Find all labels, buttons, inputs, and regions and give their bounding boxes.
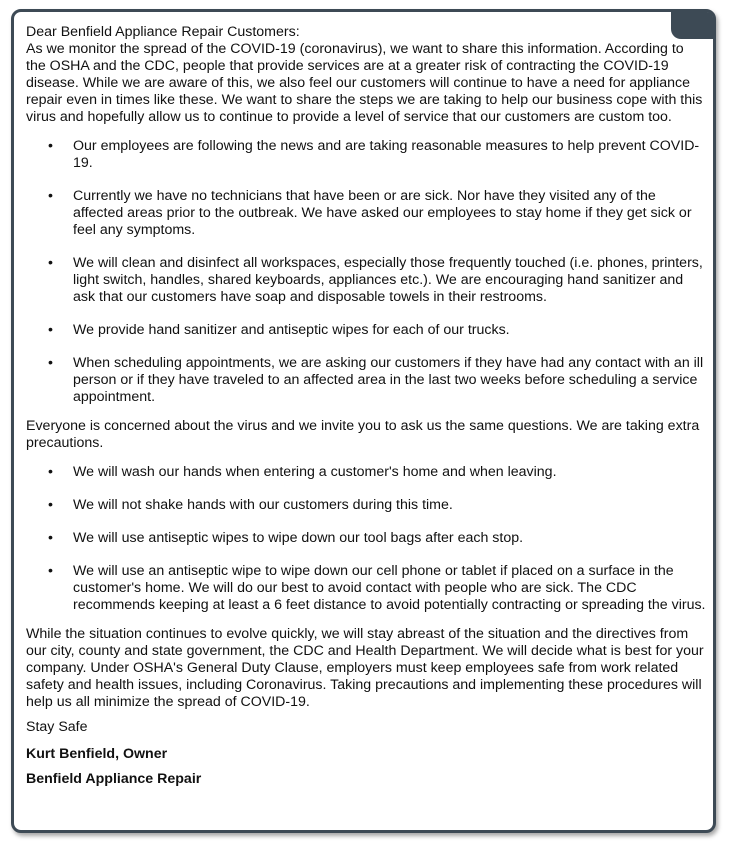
bullet-icon: • bbox=[48, 322, 53, 338]
bullet-icon: • bbox=[48, 255, 53, 271]
list-item: • Our employees are following the news and are taking reasonable measures to help prevent COVID-19. bbox=[48, 138, 700, 171]
list-item: • We provide hand sanitizer and antiseptic wipes for each of our trucks. bbox=[48, 322, 510, 338]
bullet-icon: • bbox=[48, 188, 53, 204]
precautions-list-2 bbox=[26, 464, 706, 614]
middle-paragraph: Everyone is concerned about the virus and we invite you to ask us the same questions. We are taking extra precautions. bbox=[26, 418, 700, 451]
letter-frame bbox=[11, 9, 716, 833]
bullet-icon: • bbox=[48, 530, 53, 546]
list-item: • We will wash our hands when entering a customer's home and when leaving. bbox=[48, 464, 557, 480]
bullet-icon: • bbox=[48, 355, 53, 371]
signoff: Stay Safe bbox=[26, 719, 88, 735]
closing-paragraph: While the situation continues to evolve quickly, we will stay abreast of the situation and the directives from our city, county and state government, the CDC and Health Department. We will decide what is best for your company. Under OSHA's General Duty Clause, employers must keep employees safe from work related safety and health issues, including Coronavirus. Taking precautions and implementing these procedures will help us all minimize the spread of COVID-19. bbox=[26, 626, 704, 710]
list-item: • Currently we have no technicians that have been or are sick. Nor have they visited any of the affected areas prior to the outbreak. We have asked our employees to stay home if they get sick or feel any symptoms. bbox=[48, 188, 692, 238]
bullet-icon: • bbox=[48, 563, 53, 579]
list-item: • We will use an antiseptic wipe to wipe down our cell phone or tablet if placed on a surface in the customer's home. We will do our best to avoid contact with people who are sick. The CDC recommends keeping at least a 6 feet distance to avoid potentially contracting or spreading the virus. bbox=[48, 563, 706, 613]
list-item: • We will not shake hands with our customers during this time. bbox=[48, 497, 453, 513]
list-item: • We will clean and disinfect all workspaces, especially those frequently touched (i.e. phones, printers, light switch, handles, shared keyboards, appliances etc.). We are encouraging hand sanitizer and ask that our customers have soap and disposable towels in their restrooms. bbox=[48, 255, 703, 305]
list-item: • We will use antiseptic wipes to wipe down our tool bags after each stop. bbox=[48, 530, 524, 546]
list-item: • When scheduling appointments, we are asking our customers if they have had any contact with an ill person or if they have traveled to an affected area in the last two weeks before scheduling a service appointment. bbox=[48, 355, 704, 405]
letter-body bbox=[26, 24, 706, 796]
salutation: Dear Benfield Appliance Repair Customers: bbox=[26, 24, 300, 40]
intro-paragraph: As we monitor the spread of the COVID-19 (coronavirus), we want to share this information. According to the OSHA and the CDC, people that provide services are at a greater risk of contracting the COVID-19 disease. While we are aware of this, we also feel our customers will continue to have a need for appliance repair even in times like these. We want to share the steps we are taking to help our business cope with this virus and hopefully allow us to continue to provide a level of service that our customers are custom too. bbox=[26, 41, 703, 125]
bullet-icon: • bbox=[48, 497, 53, 513]
bullet-icon: • bbox=[48, 464, 53, 480]
signature-name: Kurt Benfield, Owner bbox=[26, 746, 168, 762]
signature-company: Benfield Appliance Repair bbox=[26, 771, 202, 787]
precautions-list-1 bbox=[26, 138, 706, 406]
bullet-icon: • bbox=[48, 138, 53, 154]
